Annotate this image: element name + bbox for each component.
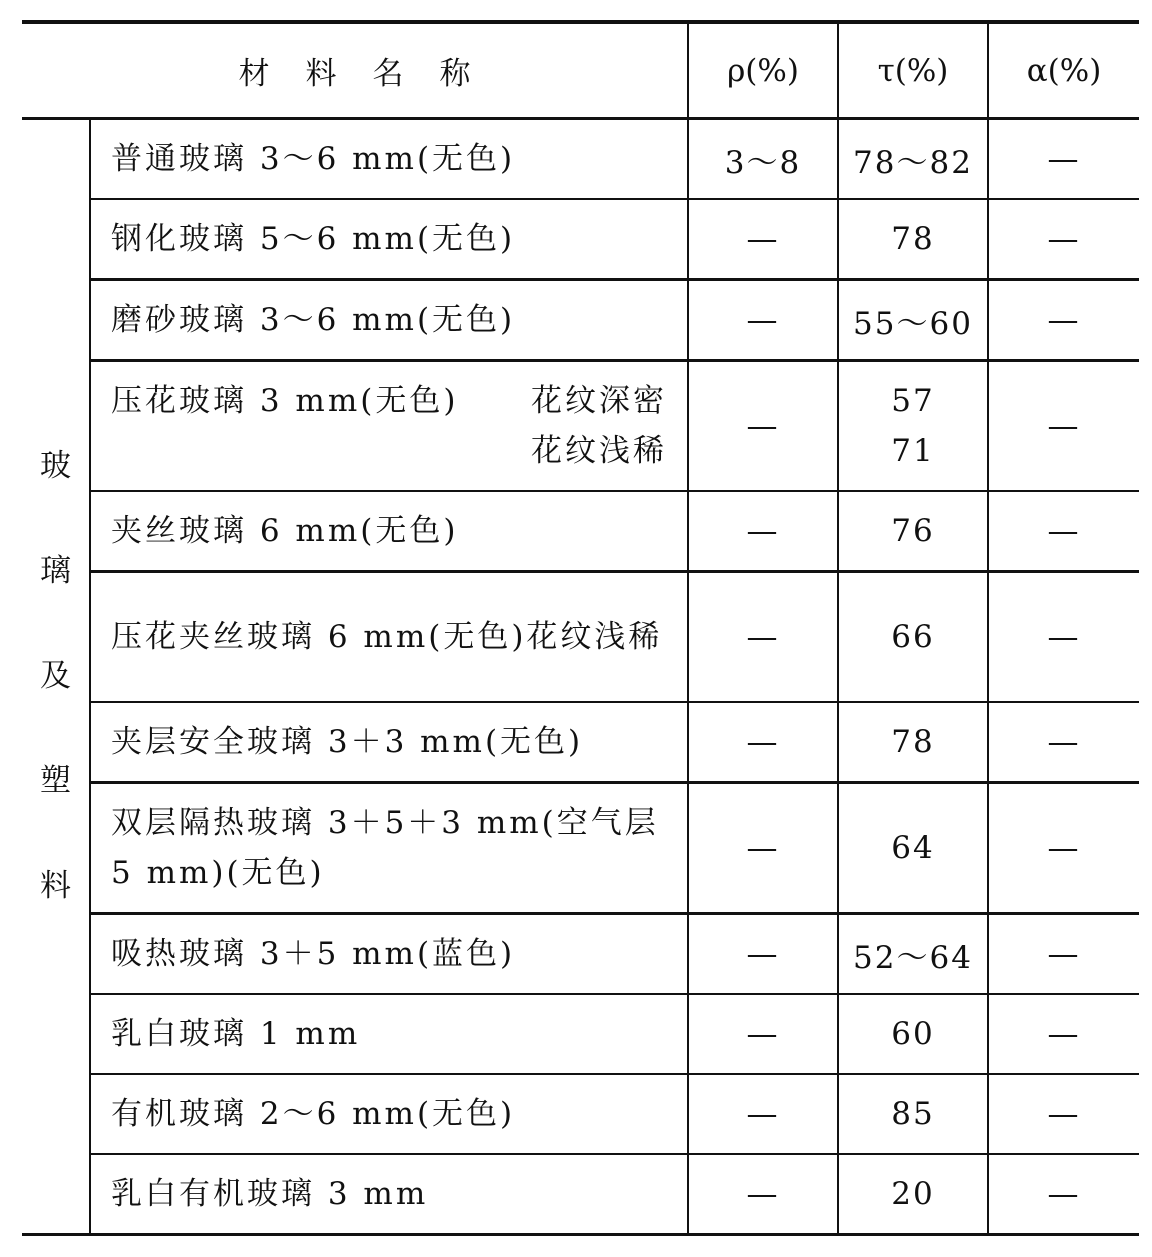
alpha-value: — bbox=[988, 1074, 1139, 1154]
tau-value: 78 bbox=[838, 702, 988, 783]
category-char: 玻 bbox=[40, 448, 71, 484]
table-row bbox=[22, 199, 1139, 280]
rho-value: — bbox=[688, 914, 838, 995]
table-row bbox=[22, 702, 1139, 783]
pattern-dense: 花纹深密 bbox=[531, 383, 667, 419]
alpha-value: — bbox=[988, 994, 1139, 1074]
alpha-value: — bbox=[988, 361, 1139, 492]
alpha-value: — bbox=[988, 572, 1139, 703]
header-alpha: α(%) bbox=[988, 22, 1139, 119]
material-name: 吸热玻璃 3＋5 mm(蓝色) bbox=[90, 914, 688, 995]
tau-value: 60 bbox=[838, 994, 988, 1074]
category-char: 料 bbox=[40, 868, 71, 904]
alpha-value: — bbox=[988, 914, 1139, 995]
table-row bbox=[22, 1074, 1139, 1154]
material-name: 压花玻璃 3 mm(无色) bbox=[111, 383, 459, 419]
rho-value: — bbox=[688, 1074, 838, 1154]
tau-value: 78～82 bbox=[838, 119, 988, 200]
material-name: 乳白有机玻璃 3 mm bbox=[90, 1154, 688, 1235]
rho-value: — bbox=[688, 572, 838, 703]
tau-value: 71 bbox=[891, 433, 935, 469]
tau-value: 52～64 bbox=[838, 914, 988, 995]
table-row bbox=[22, 783, 1139, 914]
table-row bbox=[22, 994, 1139, 1074]
header-tau: τ(%) bbox=[838, 22, 988, 119]
rho-value: — bbox=[688, 199, 838, 280]
tau-value: 76 bbox=[838, 491, 988, 572]
tau-value: 57 bbox=[891, 383, 935, 419]
material-name: 乳白玻璃 1 mm bbox=[90, 994, 688, 1074]
alpha-value: — bbox=[988, 491, 1139, 572]
material-name: 有机玻璃 2～6 mm(无色) bbox=[90, 1074, 688, 1154]
material-name: 磨砂玻璃 3～6 mm(无色) bbox=[90, 280, 688, 361]
category-char: 及 bbox=[40, 658, 71, 694]
tau-value: 64 bbox=[838, 783, 988, 914]
rho-value: — bbox=[688, 1154, 838, 1235]
material-name: 夹层安全玻璃 3＋3 mm(无色) bbox=[90, 702, 688, 783]
material-name: 钢化玻璃 5～6 mm(无色) bbox=[90, 199, 688, 280]
material-name-cell bbox=[90, 361, 688, 492]
alpha-value: — bbox=[988, 280, 1139, 361]
header-rho: ρ(%) bbox=[688, 22, 838, 119]
rho-value: — bbox=[688, 702, 838, 783]
table-row bbox=[22, 572, 1139, 703]
material-name: 压花夹丝玻璃 6 mm(无色)花纹浅稀 bbox=[90, 572, 688, 703]
table-row bbox=[22, 119, 1139, 200]
alpha-value: — bbox=[988, 783, 1139, 914]
material-name: 双层隔热玻璃 3＋5＋3 mm(空气层 5 mm)(无色) bbox=[90, 783, 688, 914]
header-row bbox=[22, 22, 1139, 119]
category-label bbox=[22, 119, 90, 1235]
category-char: 塑 bbox=[40, 763, 71, 799]
alpha-value: — bbox=[988, 702, 1139, 783]
rho-value: — bbox=[688, 280, 838, 361]
pattern-sparse: 花纹浅稀 bbox=[531, 433, 667, 469]
tau-value: 66 bbox=[838, 572, 988, 703]
rho-value: — bbox=[688, 491, 838, 572]
tau-value-cell bbox=[838, 361, 988, 492]
materials-table bbox=[22, 20, 1139, 1236]
material-name: 普通玻璃 3～6 mm(无色) bbox=[90, 119, 688, 200]
rho-value: — bbox=[688, 361, 838, 492]
alpha-value: — bbox=[988, 199, 1139, 280]
table-row bbox=[22, 280, 1139, 361]
table-row bbox=[22, 491, 1139, 572]
alpha-value: — bbox=[988, 119, 1139, 200]
table-row bbox=[22, 1154, 1139, 1235]
tau-value: 85 bbox=[838, 1074, 988, 1154]
tau-value: 78 bbox=[838, 199, 988, 280]
rho-value: — bbox=[688, 783, 838, 914]
tau-value: 20 bbox=[838, 1154, 988, 1235]
table-row bbox=[22, 361, 1139, 492]
rho-value: 3～8 bbox=[688, 119, 838, 200]
category-char: 璃 bbox=[40, 553, 71, 589]
table-row bbox=[22, 914, 1139, 995]
tau-value: 55～60 bbox=[838, 280, 988, 361]
header-material-name: 材料名称 bbox=[22, 22, 688, 119]
material-name: 夹丝玻璃 6 mm(无色) bbox=[90, 491, 688, 572]
alpha-value: — bbox=[988, 1154, 1139, 1235]
rho-value: — bbox=[688, 994, 838, 1074]
